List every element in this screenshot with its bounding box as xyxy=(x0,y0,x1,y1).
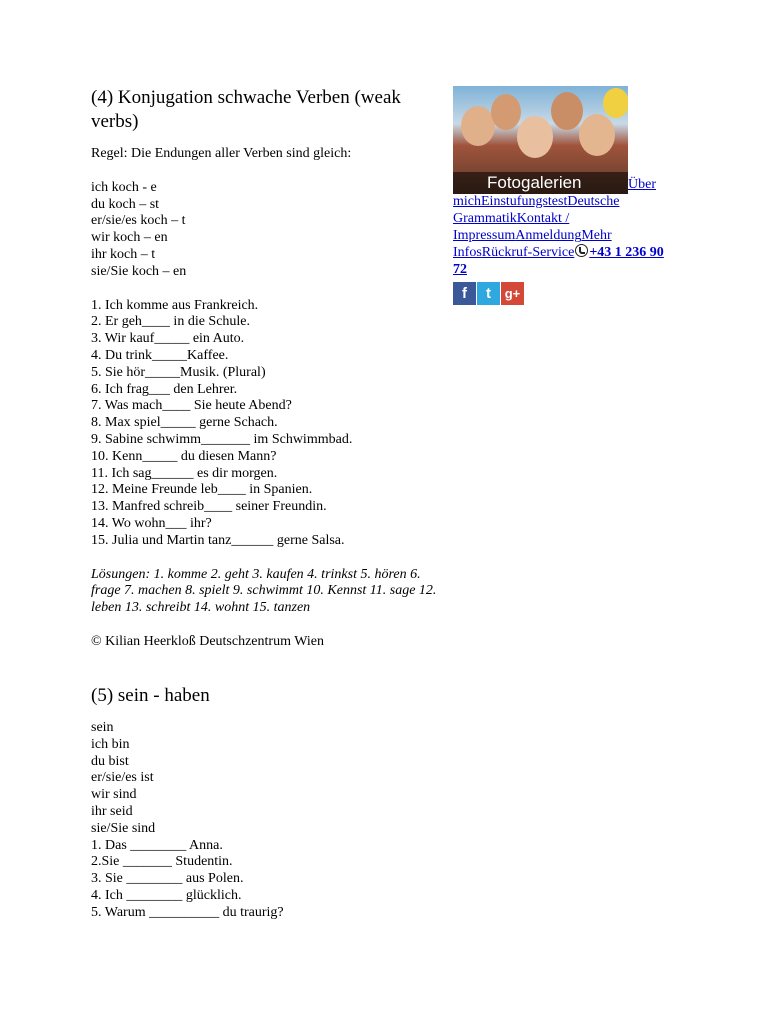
conjugation-row: du koch – st xyxy=(91,196,160,212)
link-kontakt-impressum[interactable]: Kontakt / Impressum xyxy=(453,210,570,243)
conjugation-row: sie/Sie koch – en xyxy=(91,263,187,279)
conjugation-row: wir sind xyxy=(91,787,137,803)
exercise-item: 3. Wir kauf_____ ein Auto. xyxy=(91,331,245,347)
exercise-item: 6. Ich frag___ den Lehrer. xyxy=(91,381,238,397)
social-links xyxy=(453,282,678,305)
google-plus-icon[interactable]: g+ xyxy=(501,282,524,305)
sidebar xyxy=(453,86,678,305)
section-weak-verbs xyxy=(91,86,441,651)
exercise-item: 9. Sabine schwimm_______ im Schwimmbad. xyxy=(91,431,353,447)
exercise-item: 2.Sie _______ Studentin. xyxy=(91,854,233,870)
section-title: (4) Konjugation schwache Verben (weak verbs) xyxy=(91,87,401,132)
conjugation-row: sie/Sie sind xyxy=(91,820,156,836)
exercise-item: 12. Meine Freunde leb____ in Spanien. xyxy=(91,482,313,498)
section-title: (5) sein - haben xyxy=(91,685,210,706)
photo-gallery-label: Fotogalerien xyxy=(453,172,628,194)
exercise-list xyxy=(91,298,441,550)
conjugation-row: sein xyxy=(91,720,114,735)
exercise-item: 4. Du trink_____Kaffee. xyxy=(91,347,229,363)
link-rueckruf-service[interactable]: Rückruf-Service xyxy=(481,245,575,261)
copyright-text: © Kilian Heerkloß Deutschzentrum Wien xyxy=(91,633,324,649)
exercise-item: 15. Julia und Martin tanz______ gerne Salsa. xyxy=(91,532,345,548)
conjugation-table xyxy=(91,720,441,838)
link-ueber-mich[interactable]: Über mich xyxy=(453,177,656,209)
link-mehr-infos[interactable]: Mehr Infos xyxy=(453,227,612,261)
conjugation-row: er/sie/es ist xyxy=(91,770,154,786)
exercise-item: 1. Ich komme aus Frankreich. xyxy=(91,297,259,313)
conjugation-row: du bist xyxy=(91,753,129,769)
rule-text: Regel: Die Endungen aller Verben sind gleich: xyxy=(91,146,352,161)
exercise-item: 2. Er geh____ in die Schule. xyxy=(91,314,251,330)
link-phone-number[interactable]: +43 1 236 90 72 xyxy=(453,245,664,278)
conjugation-row: ich bin xyxy=(91,736,130,752)
exercise-item: 1. Das ________ Anna. xyxy=(91,837,223,853)
conjugation-row: ihr koch – t xyxy=(91,246,156,262)
exercise-list xyxy=(91,838,441,922)
exercise-item: 3. Sie ________ aus Polen. xyxy=(91,871,244,887)
phone-icon xyxy=(575,244,588,257)
conjugation-row: wir koch – en xyxy=(91,230,168,246)
exercise-item: 14. Wo wohn___ ihr? xyxy=(91,515,212,531)
conjugation-row: er/sie/es koch – t xyxy=(91,213,186,229)
exercise-item: 8. Max spiel_____ gerne Schach. xyxy=(91,415,278,431)
link-deutsche-grammatik[interactable]: Deutsche Grammatik xyxy=(453,194,620,226)
exercise-item: 5. Sie hör_____Musik. (Plural) xyxy=(91,364,266,380)
exercise-item: 11. Ich sag______ es dir morgen. xyxy=(91,465,278,481)
twitter-icon[interactable]: t xyxy=(477,282,500,305)
exercise-item: 13. Manfred schreib____ seiner Freundin. xyxy=(91,499,327,515)
link-anmeldung[interactable]: Anmeldung xyxy=(515,227,582,243)
photo-gallery-link[interactable] xyxy=(453,86,628,194)
solutions-text: Lösungen: 1. komme 2. geht 3. kaufen 4. trinkst 5. hören 6. frage 7. machen 8. spielt 9. schwimmt 10. Kennst 11. sage 12. leben 13. schreibt 14. wohnt 15. tanzen xyxy=(91,566,437,616)
link-einstufungstest[interactable]: Einstufungstest xyxy=(481,194,568,209)
facebook-icon[interactable]: f xyxy=(453,282,476,305)
conjugation-table xyxy=(91,180,441,281)
exercise-item: 5. Warum __________ du traurig? xyxy=(91,904,284,920)
exercise-item: 10. Kenn_____ du diesen Mann? xyxy=(91,448,277,464)
section-sein-haben xyxy=(91,684,441,922)
sidebar-links xyxy=(453,86,678,279)
exercise-item: 4. Ich ________ glücklich. xyxy=(91,887,242,903)
exercise-item: 7. Was mach____ Sie heute Abend? xyxy=(91,398,292,414)
conjugation-row: ihr seid xyxy=(91,803,133,819)
conjugation-row: ich koch - e xyxy=(91,179,157,195)
